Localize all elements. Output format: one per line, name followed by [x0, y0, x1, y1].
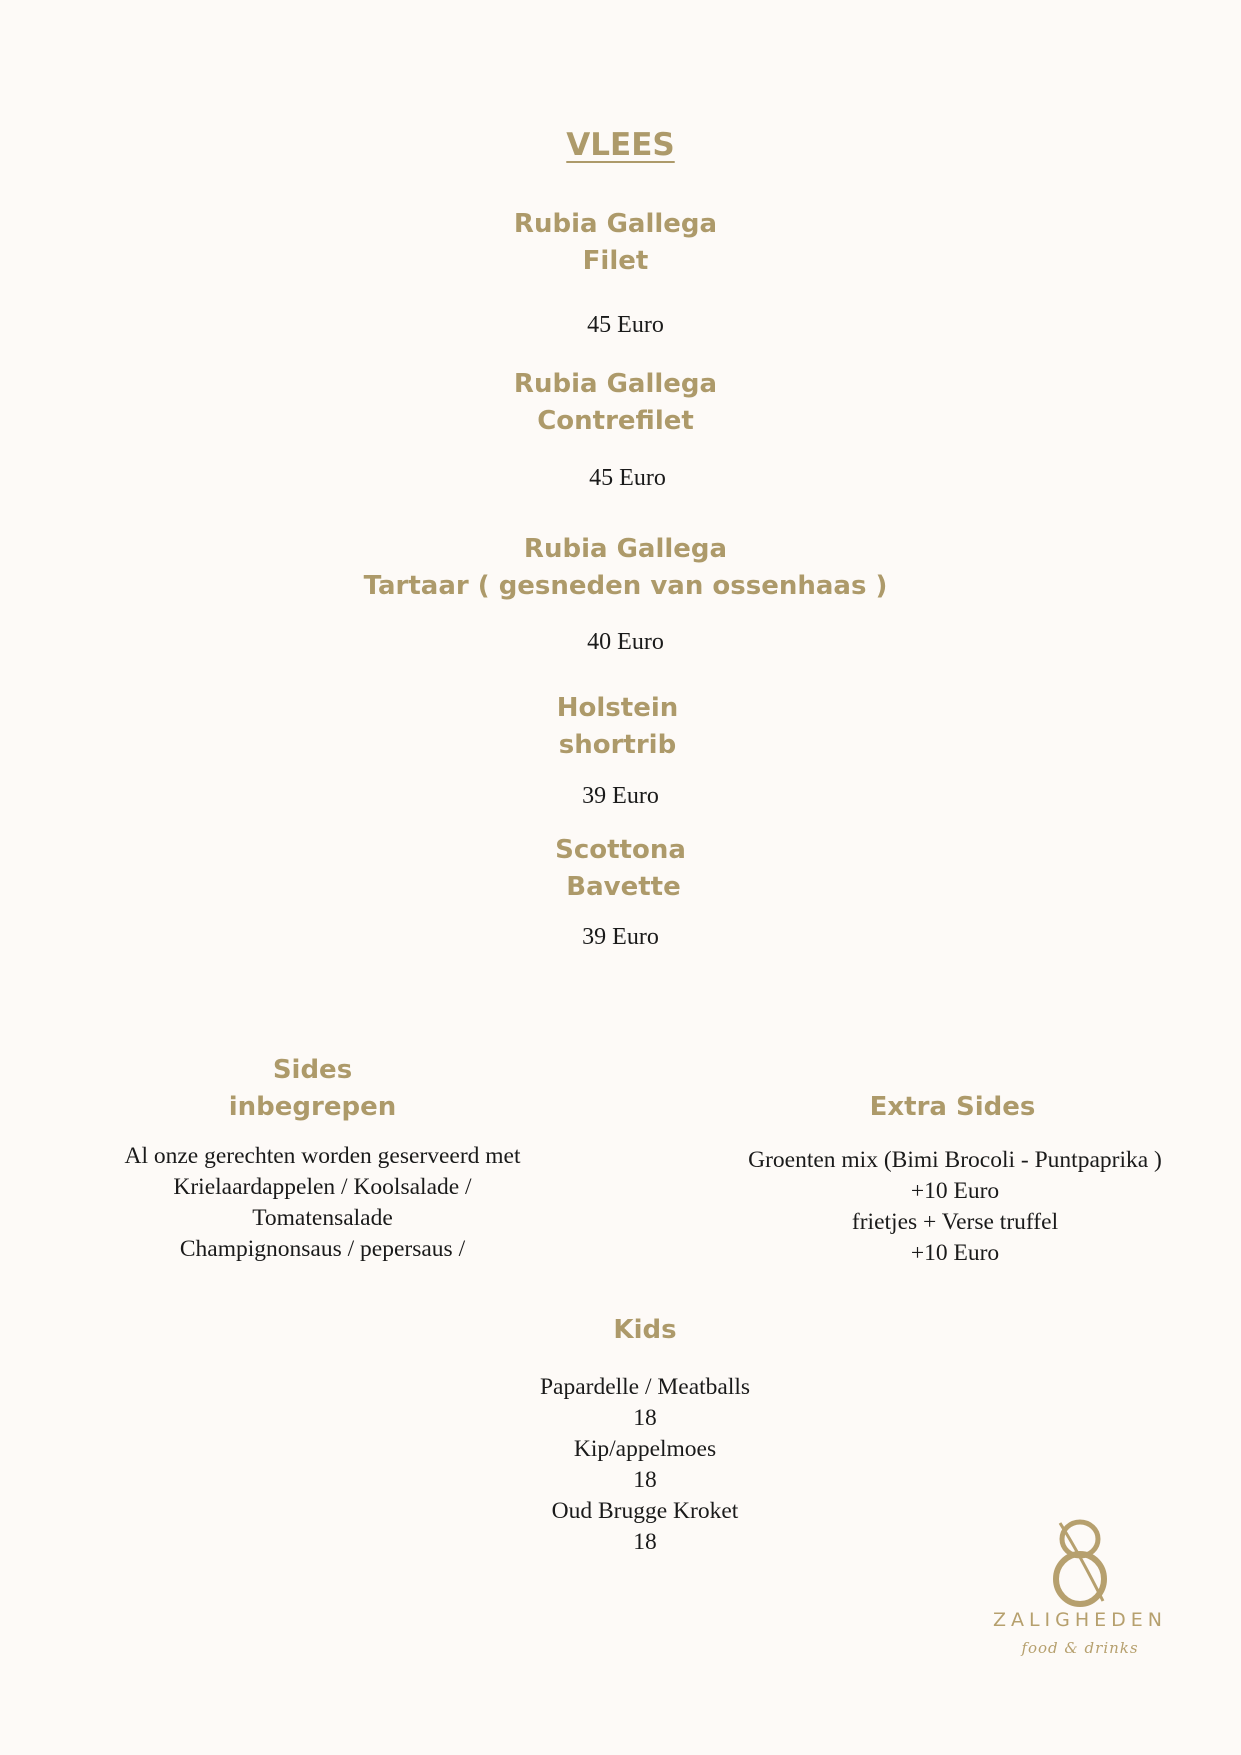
dish-price: 45 Euro [587, 312, 664, 338]
dish-name-line: Rubia Gallega [513, 209, 718, 239]
kids-list [395, 1372, 895, 1558]
dish-name-line: shortrib [558, 730, 677, 760]
kids-line: 18 [633, 1405, 657, 1431]
dish-name [5, 531, 1241, 605]
extra-sides-line: +10 Euro [910, 1178, 1000, 1204]
kids-line: Papardelle / Meatballs [539, 1374, 751, 1400]
sides-list [85, 1141, 560, 1265]
dish-price: 39 Euro [582, 924, 659, 950]
dish-name-line: Bavette [566, 872, 681, 902]
kids-line: Kip/appelmoes [573, 1436, 717, 1462]
dish-name [0, 690, 1238, 764]
section-title: VLEES [566, 127, 675, 163]
dish-name [0, 206, 1236, 280]
extra-sides-line: Groenten mix (Bimi Brocoli - Puntpaprika ) [748, 1147, 1162, 1173]
extra-sides-line: frietjes + Verse truffel [851, 1209, 1059, 1235]
dish-name [0, 832, 1241, 906]
extra-sides-line: +10 Euro [910, 1240, 1000, 1266]
sides-line: Al onze gerechten worden geserveerd met [124, 1143, 521, 1169]
logo-name: ZALIGHEDEN [992, 1609, 1168, 1631]
zaligheden-logo [980, 1515, 1180, 1665]
sides-line: Tomatensalade [252, 1205, 393, 1231]
figure-eight-icon [980, 1515, 1180, 1610]
dish-name-line: Rubia Gallega [513, 369, 718, 399]
kids-line: Oud Brugge Kroket [551, 1498, 739, 1524]
dish-name-line: Tartaar ( gesneden van ossenhaas ) [363, 571, 888, 601]
logo-tagline: food & drinks [1021, 1639, 1139, 1657]
dish-price: 45 Euro [589, 465, 666, 491]
dish-price: 40 Euro [587, 629, 664, 655]
kids-line: 18 [633, 1529, 657, 1555]
dish-name-line: Scottona [555, 835, 686, 865]
dish-name [0, 366, 1236, 440]
dish-name-line: Rubia Gallega [523, 534, 728, 564]
extra-sides-heading: Extra Sides [869, 1092, 1036, 1122]
dish-price: 39 Euro [582, 783, 659, 809]
dish-name-line: Filet [582, 246, 649, 276]
sides-heading [110, 1052, 515, 1126]
sides-line: Champignonsaus / pepersaus / [179, 1236, 466, 1262]
sides-line: Krielaardappelen / Koolsalade / [173, 1174, 472, 1200]
dish-name-line: Holstein [556, 693, 679, 723]
kids-line: 18 [633, 1467, 657, 1493]
extra-sides-list [700, 1145, 1210, 1269]
dish-name-line: Contrefilet [537, 406, 694, 436]
sides-heading-line: Sides [272, 1055, 353, 1085]
sides-heading-line: inbegrepen [228, 1092, 397, 1122]
kids-heading: Kids [613, 1315, 677, 1345]
